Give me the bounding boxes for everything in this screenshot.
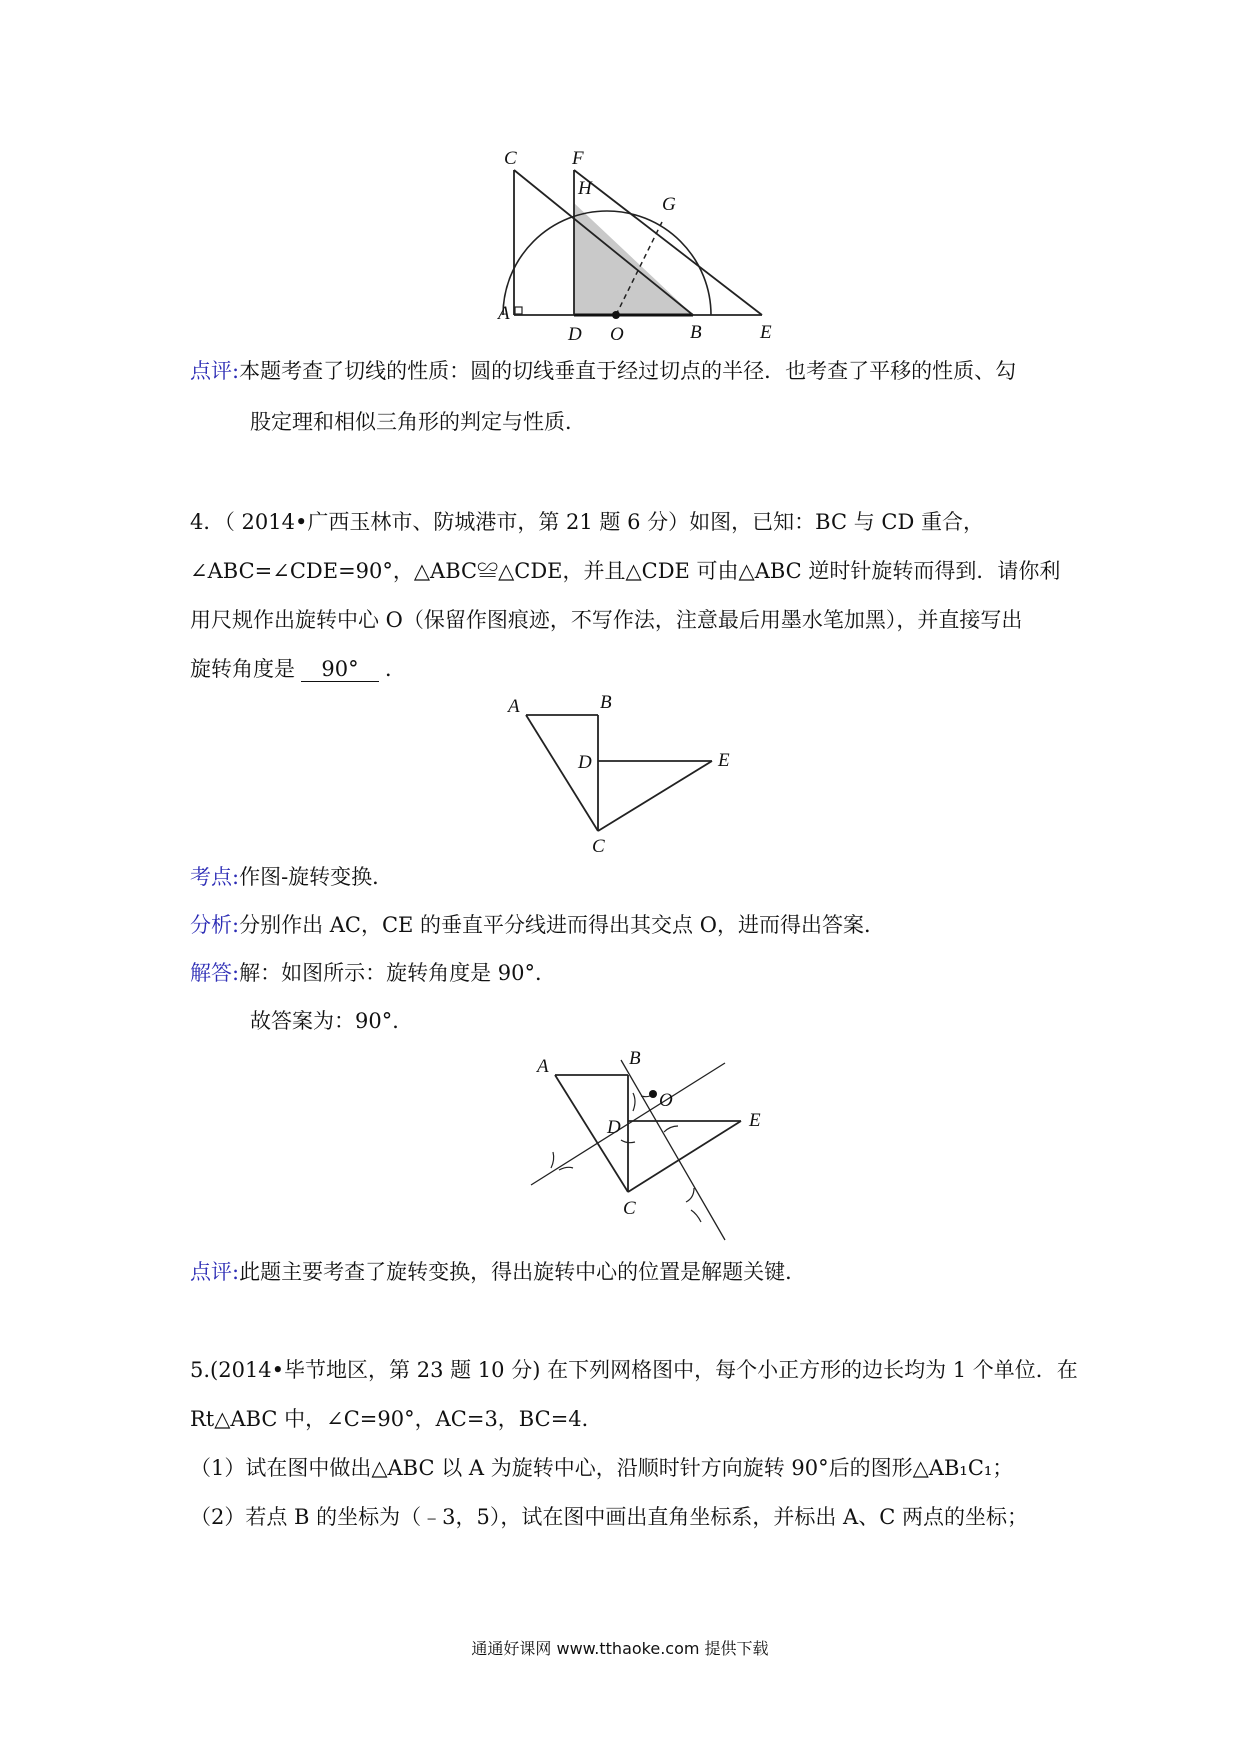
label-A: A <box>537 1056 549 1077</box>
fenxi-text: 分别作出 AC，CE 的垂直平分线进而得出其交点 O，进而得出答案． <box>239 913 885 937</box>
problem4-line4-prefix: 旋转角度是 <box>190 657 295 681</box>
point-O <box>612 311 620 319</box>
segment-CE <box>598 761 712 831</box>
problem5-part2: （2）若点 B 的坐标为（﹣3，5），试在图中画出直角坐标系，并标出 A、C 两点的坐标； <box>190 1505 1028 1529</box>
jieda-line <box>190 959 556 987</box>
review4-text: 此题主要考查了旋转变换，得出旋转中心的位置是解题关键． <box>239 1260 807 1284</box>
label-A: A <box>508 696 520 717</box>
label-C: C <box>504 150 517 169</box>
jieda-tag: 解答: <box>190 961 240 985</box>
problem5-line2: Rt△ABC 中，∠C=90°，AC=3，BC=4． <box>190 1407 603 1431</box>
label-O: O <box>659 1090 673 1111</box>
problem4-answer-blank: 90° <box>301 657 379 682</box>
jieda-text: 解：如图所示：旋转角度是 90°． <box>239 961 556 985</box>
label-F: F <box>572 150 584 169</box>
problem4-line2: ∠ABC=∠CDE=90°，△ABC≌△CDE，并且△CDE 可由△ABC 逆时针旋转而得到．请你利 <box>190 559 1061 583</box>
segment-AC <box>526 715 598 831</box>
problem4-line4-suffix: ． <box>385 657 406 681</box>
problem5-part1: （1）试在图中做出△ABC 以 A 为旋转中心，沿顺时针方向旋转 90°后的图形△AB₁C₁； <box>190 1456 1014 1480</box>
shaded-triangle <box>574 203 693 315</box>
label-B: B <box>600 692 612 713</box>
fenxi-line <box>190 911 885 939</box>
page-footer: 通通好课网 www.tthaoke.com 提供下载 <box>471 1639 769 1658</box>
kaodian-tag: 考点: <box>190 865 240 889</box>
segment-CE <box>628 1121 741 1192</box>
point-O <box>649 1090 657 1098</box>
review4-tag: 点评: <box>190 1260 240 1284</box>
label-E: E <box>718 750 730 771</box>
arc-mark <box>559 1167 573 1170</box>
kaodian-text: 作图-旋转变换． <box>239 865 394 889</box>
label-D: D <box>578 752 592 773</box>
review4-line <box>190 1258 806 1286</box>
label-B: B <box>629 1048 641 1069</box>
review3-line1 <box>190 357 1016 385</box>
label-O: O <box>610 324 624 345</box>
label-G: G <box>662 194 676 215</box>
arc-mark <box>686 1188 694 1202</box>
label-E: E <box>749 1110 761 1131</box>
review3-text2: 股定理和相似三角形的判定与性质． <box>250 410 586 434</box>
answer-line: 故答案为：90°． <box>250 1009 414 1033</box>
label-E: E <box>760 322 772 343</box>
label-C: C <box>623 1198 636 1219</box>
arc-mark <box>633 1093 635 1111</box>
arc-mark <box>664 1126 678 1132</box>
problem4-line1: 4．（ 2014•广西玉林市、防城港市，第 21 题 6 分）如图，已知：BC 与 CD 重合， <box>190 510 984 534</box>
problem4-line4 <box>190 655 406 683</box>
figure-tangent-semicircle <box>490 150 830 345</box>
arc-mark <box>691 1210 701 1222</box>
figure-rotation-construction <box>525 1040 770 1250</box>
label-B: B <box>690 322 702 343</box>
right-angle-mark <box>515 307 522 314</box>
problem4-line3: 用尺规作出旋转中心 O（保留作图痕迹，不写作法，注意最后用墨水笔加黑），并直接写出 <box>190 608 1023 632</box>
label-C: C <box>592 836 605 853</box>
problem5-line1: 5.(2014•毕节地区，第 23 题 10 分) 在下列网格图中，每个小正方形的边长均为 1 个单位．在 <box>190 1358 1078 1382</box>
label-H: H <box>578 178 592 199</box>
figure-rotation-triangles <box>500 688 760 853</box>
label-D: D <box>568 324 582 345</box>
label-D: D <box>607 1117 621 1138</box>
arc-mark <box>551 1152 554 1168</box>
review3-text1: 本题考查了切线的性质：圆的切线垂直于经过切点的半径．也考查了平移的性质、勾 <box>239 359 1017 383</box>
fenxi-tag: 分析: <box>190 913 240 937</box>
review3-tag: 点评: <box>190 359 240 383</box>
kaodian-line <box>190 863 393 891</box>
perp-bisector-CE <box>621 1060 725 1240</box>
label-A: A <box>498 303 510 324</box>
